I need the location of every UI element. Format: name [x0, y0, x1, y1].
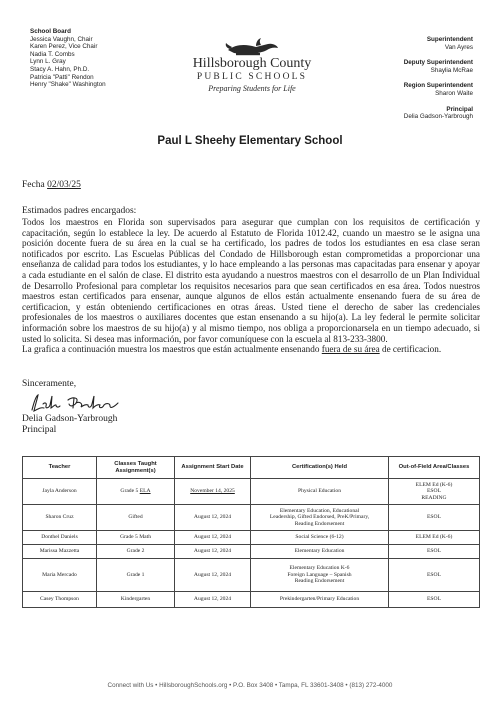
oof-line: ESOL [427, 488, 441, 495]
date-label: Fecha [22, 180, 45, 190]
table-row [23, 592, 480, 608]
cert-line: Reading Endorsement [294, 578, 345, 585]
certification-cell [251, 479, 389, 505]
admin-name: Shaylia McRae [430, 66, 473, 74]
teacher-cell: Donthel Daniels [23, 531, 97, 545]
cert-line: Elementary Education, Educational [279, 507, 360, 514]
start-date-cell: August 12, 2024 [175, 505, 251, 531]
certification-cell: Social Science (6-12) [251, 531, 389, 545]
classes-cell: Grade 2 [97, 545, 175, 559]
table-row [23, 559, 480, 592]
admin-title: Region Superintendent [403, 82, 473, 90]
board-member: Jessica Vaughn, Chair [30, 35, 93, 43]
cert-line: Leadership, Gifted Endorsed, PreK/Primary, [269, 514, 370, 521]
intro-text: La grafica a continuación muestra los maestros que están actualmente ensenando [22, 344, 322, 355]
admin-title: Deputy Superintendent [403, 59, 473, 67]
school-board-heading: School Board [30, 28, 71, 35]
body-paragraph: Todos los maestros en Florida son supervisados para asegurar que cumplan con los requisitos de certificación y capacitación, según lo establece la ley. De acuerdo al Estatuto de Florida 1012.42, cuando un maestro se le asigna una posición docente fuera de su área en la cual se ha certificado, los padres de todos los estudiantes en esa clase seran notificados por escrito. Las Escuelas Públicas del Condado de Hillsborough estan comprometidas a proporcionar una enseñanza de calidad para todos los estudiantes, y lo hace empleando a las personas mas capacitadas para ensenar y apoyar a cada estudiante en el salón de clase. El distrito esta ayudando a nuestros maestros con el desarrollo de un Plan Individual de Desarrollo Profesional para completar los requisitos necesarios para que sean certificados en esa área. Todos nuestros maestros estan certificados para ensenar, aunque algunos de ellos están actualmente ensenando fuera de su área de certificacion, y están obteniendo certificaciones en otras áreas. Usted tiene el derecho de saber las credenciales profesionales de los maestros o auxiliares docentes que estan ensenando a su hijo(a). La ley federal le permite solicitar información sobre los maestros de su hijo(a) y al mismo tiempo, nos obliga a proporcionarsela en un tiempo adecuado, si usted lo solicita. Si desea mas información, por favor comuníquese con la escuela al 813-233-3800. [22, 217, 480, 344]
classes-cell: Kindergarten [97, 592, 175, 608]
table-header-row [23, 457, 480, 479]
admin-title: Principal [446, 105, 473, 113]
start-date-cell: August 12, 2024 [175, 531, 251, 545]
table-row [23, 505, 480, 531]
cert-line: Elementary Education K-6 [289, 565, 350, 572]
district-subtitle: PUBLIC SCHOOLS [196, 72, 308, 82]
teacher-cell: Casey Thompson [23, 592, 97, 608]
board-member: Patricia "Patti" Rendon [30, 73, 94, 81]
table-row [23, 545, 480, 559]
start-date-cell: August 12, 2024 [175, 545, 251, 559]
classes-cell [97, 479, 175, 505]
closing: Sinceramente, [22, 379, 77, 389]
column-header: Classes Taught Assignment(s) [97, 457, 175, 479]
teacher-cell: Sharon Cruz [23, 505, 97, 531]
chart-intro-line [22, 344, 480, 355]
intro-text-end: de certificacion. [379, 344, 442, 355]
out-of-field-table [22, 456, 480, 608]
board-member: Karen Perez, Vice Chair [30, 43, 98, 51]
admin-title: Superintendent [426, 36, 473, 43]
out-of-field-cell: ESOL [389, 545, 480, 559]
classes-cell: Grade 5 Math [97, 531, 175, 545]
start-date-underlined: November 14, 2025 [190, 488, 235, 495]
lamp-of-learning-icon [222, 36, 282, 58]
signer-title: Principal [22, 425, 57, 435]
certification-cell [251, 559, 389, 592]
teacher-cell: Marissa Mazzetta [23, 545, 97, 559]
oof-line: READING [421, 494, 447, 501]
district-name: Hillsborough County [192, 56, 312, 71]
school-board-list [30, 28, 106, 89]
classes-cell: Gifted [97, 505, 175, 531]
cert-line: Reading Endorsement [294, 520, 345, 527]
board-member: Henry "Shake" Washington [30, 81, 106, 89]
signer-block [22, 414, 117, 436]
school-title: Paul L Sheehy Elementary School [157, 135, 343, 147]
greeting: Estimados padres encargados: [22, 206, 137, 216]
certification-cell [251, 505, 389, 531]
signer-name: Delia Gadson-Yarbrough [22, 414, 118, 424]
teacher-cell: Jayla Anderson [23, 479, 97, 505]
certification-cell: Elementary Education [251, 545, 389, 559]
start-date-cell [175, 479, 251, 505]
out-of-field-cell: ESOL [389, 592, 480, 608]
classes-text: Grade 5 [120, 488, 140, 495]
out-of-field-cell: ESOL [389, 505, 480, 531]
admin-name: Delia Gadson-Yarbrough [403, 113, 473, 121]
teacher-cell: Maria Mercado [23, 559, 97, 592]
page-footer: Connect with Us • HillsboroughSchools.org • P.O. Box 3408 • Tampa, FL 33601-3408 • (813) 272-4000 [107, 682, 393, 689]
table-row [23, 479, 480, 505]
start-date-cell: August 12, 2024 [175, 559, 251, 592]
certification-cell: Prekindergarten/Primary Education [251, 592, 389, 608]
column-header: Teacher [23, 457, 97, 479]
administration-list [404, 36, 473, 121]
admin-name: Sharon Waite [435, 89, 473, 97]
letter-body [22, 217, 480, 355]
classes-cell: Grade 1 [97, 559, 175, 592]
cert-line: Foreign Language – Spanish [287, 571, 352, 578]
out-of-field-cell: ELEM Ed (K-6) [389, 531, 480, 545]
column-header: Certification(s) Held [251, 457, 389, 479]
table-row [23, 531, 480, 545]
classes-underlined: ELA [139, 488, 151, 495]
out-of-field-cell [389, 479, 480, 505]
intro-underlined: fuera de su área [321, 344, 380, 355]
board-member: Lynn L. Gray [30, 58, 66, 66]
column-header: Assignment Start Date [175, 457, 251, 479]
out-of-field-cell: ESOL [389, 559, 480, 592]
start-date-cell: August 12, 2024 [175, 592, 251, 608]
oof-line: ELEM Ed (K-6) [415, 481, 453, 488]
admin-name: Van Ayres [444, 43, 473, 51]
letter-date [22, 180, 81, 190]
column-header: Out-of-Field Area/Classes [389, 457, 480, 479]
cert-line: Physical Education [297, 488, 342, 495]
signature-image [28, 392, 123, 416]
board-member: Nadia T. Combs [30, 50, 75, 58]
district-tagline: Preparing Students for Life [208, 84, 296, 93]
board-member: Stacy A. Hahn, Ph.D. [30, 65, 90, 73]
date-value: 02/03/25 [47, 180, 81, 190]
